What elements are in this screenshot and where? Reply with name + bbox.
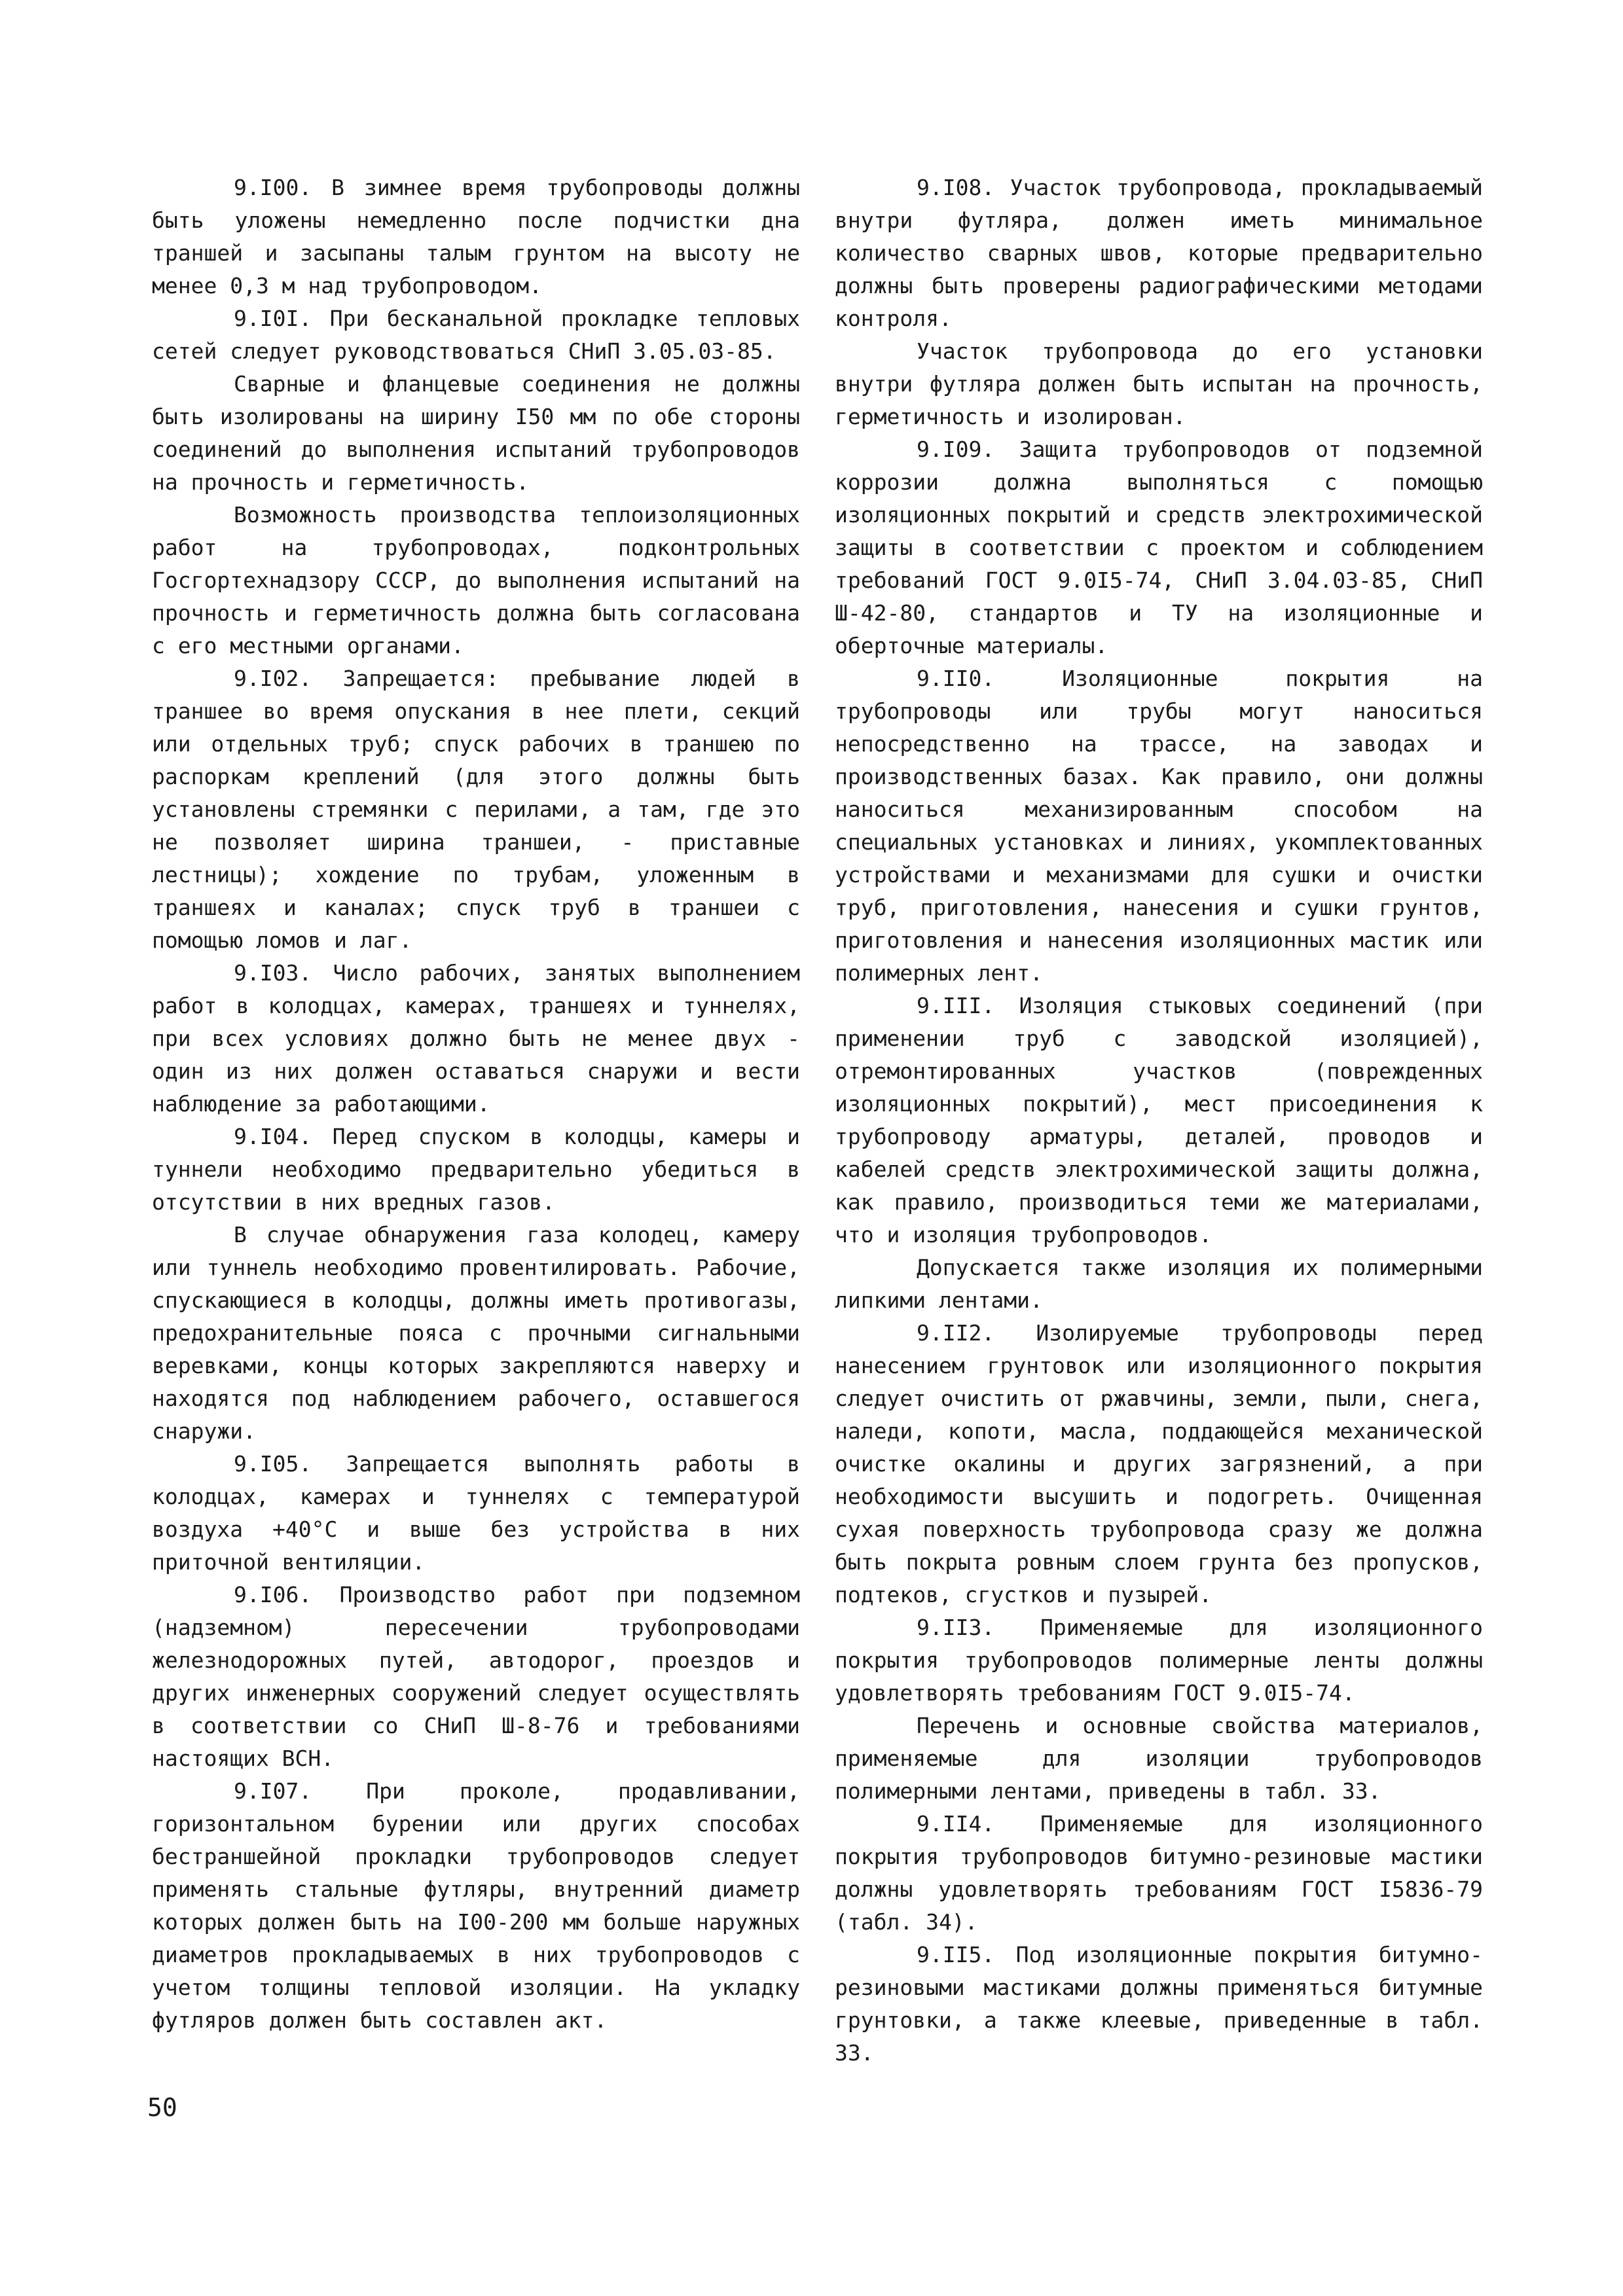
- paragraph-9-103: 9.I03. Число рабочих, занятых выполнением работ в колодцах, камерах, траншеях и туннелях, при всех условиях должно быть не менее двух - один из них должен оставаться снаружи и вести наблюдение за работающими.: [152, 960, 800, 1117]
- paragraph-9-106: 9.I06. Производство работ при подземном (надземном) пересечении трубопроводами железнодорожных путей, автодорог, проездов и других инженерных сооружений следует осуществлять в соответствии со СНиП Ш-8-76 и требованиями настоящих ВСН.: [152, 1582, 800, 1771]
- paragraph-9-111: 9.III. Изоляция стыковых соединений (при применении труб с заводской изоляцией), отремонтированных участков (поврежденных изоляционных покрытий), мест присоединения к трубопроводу арматуры, деталей, проводов и кабелей средств электрохимической защиты должна, как правило, производиться теми же материалами, что и изоляция трубопроводов.: [835, 993, 1483, 1247]
- paragraph-9-115: 9.II5. Под изоляционные покрытия битумно-резиновыми мастиками должны применяться битумные грунтовки, а также клеевые, приведенные в табл. 33.: [835, 1942, 1483, 2066]
- paragraph-9-113: 9.II3. Применяемые для изоляционного покрытия трубопроводов полимерные ленты должны удовлетворять требованиям ГОСТ 9.0I5-74.: [835, 1615, 1483, 1706]
- paragraph-gas-detection: В случае обнаружения газа колодец, камеру или туннель необходимо провентилировать. Рабочие, спускающиеся в колодцы, должны иметь противогазы, предохранительные пояса с прочными сигнальными веревками, концы которых закрепляются наверху и находятся под наблюдением рабочего, оставшегося снаружи.: [152, 1222, 800, 1444]
- paragraph-9-112: 9.II2. Изолируемые трубопроводы перед нанесением грунтовок или изоляционного покрытия следует очистить от ржавчины, земли, пыли, снега, наледи, копоти, масла, поддающейся механической очистке окалины и других загрязнений, а при необходимости высушить и подогреть. Очищенная сухая поверхность трубопровода сразу же должна быть покрыта ровным слоем грунта без пропусков, подтеков, сгустков и пузырей.: [835, 1320, 1483, 1607]
- paragraph-9-100: 9.I00. В зимнее время трубопроводы должны быть уложены немедленно после подчистки дна траншей и засыпаны талым грунтом на высоту не менее 0,3 м над трубопроводом.: [152, 175, 800, 298]
- paragraph-9-104: 9.I04. Перед спуском в колодцы, камеры и туннели необходимо предварительно убедиться в отсутствии в них вредных газов.: [152, 1124, 800, 1215]
- left-text-column: [152, 171, 800, 2037]
- paragraph-pipe-section-test: Участок трубопровода до его установки внутри футляра должен быть испытан на прочность, герметичность и изолирован.: [835, 338, 1483, 429]
- page-number: 50: [147, 2093, 177, 2122]
- paragraph-9-101: 9.I0I. При бесканальной прокладке тепловых сетей следует руководствоваться СНиП 3.05.03-85.: [152, 306, 800, 364]
- paragraph-9-109: 9.I09. Защита трубопроводов от подземной коррозии должна выполняться с помощью изоляционных покрытий и средств электрохимической защиты в соответствии с проектом и соблюдением требований ГОСТ 9.0I5-74, СНиП 3.04.03-85, СНиП Ш-42-80, стандартов и ТУ на изоляционные и оберточные материалы.: [835, 437, 1483, 658]
- paragraph-9-110: 9.II0. Изоляционные покрытия на трубопроводы или трубы могут наноситься непосредственно на трассе, на заводах и производственных базах. Как правило, они должны наноситься механизированным способом на специальных установках и линиях, укомплектованных устройствами и механизмами для сушки и очистки труб, приготовления, нанесения и сушки грунтов, приготовления и нанесения изоляционных мастик или полимерных лент.: [835, 666, 1483, 986]
- paragraph-insulation-works: Возможность производства теплоизоляционных работ на трубопроводах, подконтрольных Госгортехнадзору СССР, до выполнения испытаний на прочность и герметичность должна быть согласована с его местными органами.: [152, 502, 800, 658]
- paragraph-materials-list: Перечень и основные свойства материалов, применяемые для изоляции трубопроводов полимерными лентами, приведены в табл. 33.: [835, 1713, 1483, 1804]
- paragraph-sticky-tapes: Допускается также изоляция их полимерными липкими лентами.: [835, 1255, 1483, 1313]
- paragraph-9-108: 9.I08. Участок трубопровода, прокладываемый внутри футляра, должен иметь минимальное количество сварных швов, которые предварительно должны быть проверены радиографическими методами контроля.: [835, 175, 1483, 331]
- paragraph-9-114: 9.II4. Применяемые для изоляционного покрытия трубопроводов битумно-резиновые мастики должны удовлетворять требованиям ГОСТ I5836-79 (табл. 34).: [835, 1811, 1483, 1935]
- paragraph-9-102: 9.I02. Запрещается: пребывание людей в траншее во время опускания в нее плети, секций или отдельных труб; спуск рабочих в траншею по распоркам креплений (для этого должны быть установлены стремянки с перилами, а там, где это не позволяет ширина траншеи, - приставные лестницы); хождение по трубам, уложенным в траншеях и каналах; спуск труб в траншеи с помощью ломов и лаг.: [152, 666, 800, 953]
- paragraph-welded-joints: Сварные и фланцевые соединения не должны быть изолированы на ширину I50 мм по обе стороны соединений до выполнения испытаний трубопроводов на прочность и герметичность.: [152, 371, 800, 495]
- paragraph-9-107: 9.I07. При проколе, продавливании, горизонтальном бурении или других способах бестраншейной прокладки трубопроводов следует применять стальные футляры, внутренний диаметр которых должен быть на I00-200 мм больше наружных диаметров прокладываемых в них трубопроводов с учетом толщины тепловой изоляции. На укладку футляров должен быть составлен акт.: [152, 1778, 800, 2033]
- right-text-column: [835, 171, 1483, 2070]
- paragraph-9-105: 9.I05. Запрещается выполнять работы в колодцах, камерах и туннелях с температурой воздуха +40°С и выше без устройства в них приточной вентиляции.: [152, 1451, 800, 1575]
